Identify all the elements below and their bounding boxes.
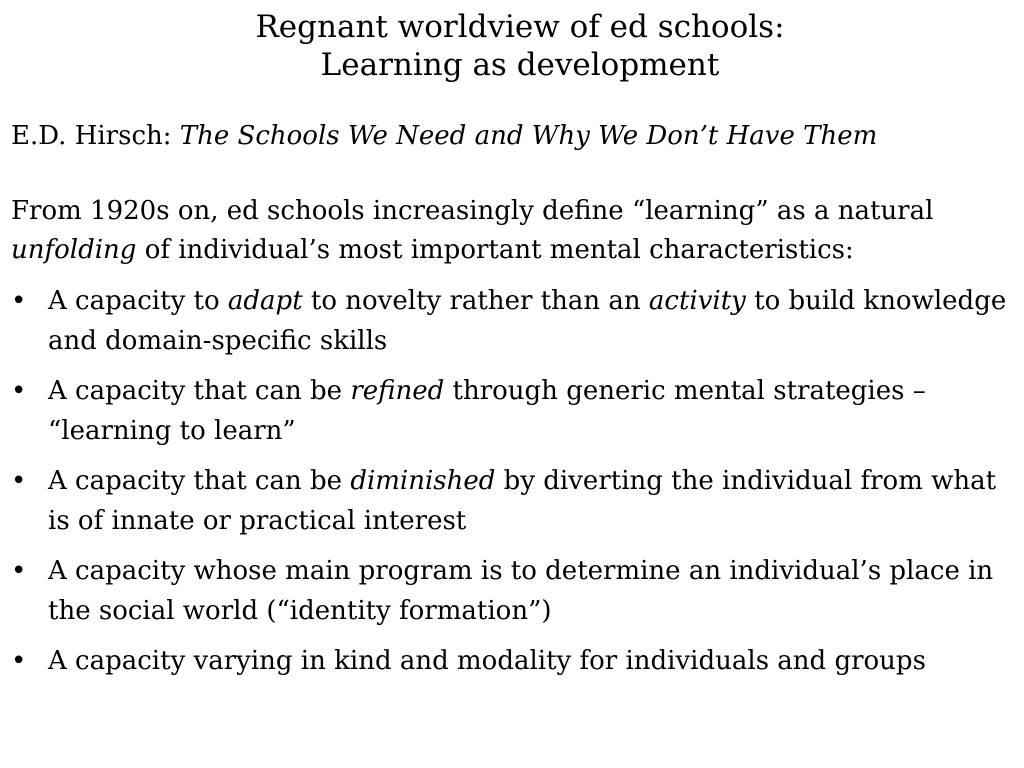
bullet-emphasis: adapt: [227, 286, 303, 316]
intro-paragraph: [11, 192, 1021, 270]
bullet-marker: •: [11, 376, 27, 406]
bullet-marker: •: [11, 466, 27, 496]
bullet-item: [0, 281, 1024, 361]
intro-emphasis: unfolding: [11, 235, 137, 265]
bullet-emphasis: activity: [648, 286, 746, 316]
book-citation: [11, 115, 877, 157]
slide-title: [0, 8, 1024, 84]
bullet-marker: •: [11, 646, 27, 676]
bullet-text: to build knowledge and domain-specific skills: [48, 286, 1007, 356]
bullet-list: [0, 281, 1024, 691]
bullet-emphasis: refined: [350, 376, 445, 406]
intro-text-1: From 1920s on, ed schools increasingly define “learning” as a natural: [11, 196, 934, 226]
bullet-marker: •: [11, 556, 27, 586]
title-line-2: Learning as development: [320, 47, 720, 83]
title-line-1: Regnant worldview of ed schools:: [255, 9, 785, 45]
citation-author: E.D. Hirsch:: [11, 121, 180, 151]
citation-book-title: The Schools We Need and Why We Don’t Have Them: [179, 121, 878, 151]
bullet-text: A capacity to: [48, 286, 228, 316]
bullet-text: A capacity whose main program is to determine an individual’s place in the social world (“identity formation”): [48, 556, 994, 626]
bullet-item: [0, 641, 1024, 681]
bullet-item: [0, 461, 1024, 541]
bullet-item: [0, 371, 1024, 451]
bullet-text: A capacity varying in kind and modality for individuals and groups: [48, 646, 926, 676]
bullet-item: [0, 551, 1024, 631]
bullet-marker: •: [11, 286, 27, 316]
bullet-text: to novelty rather than an: [302, 286, 649, 316]
bullet-text: by diverting the individual from what is of innate or practical interest: [48, 466, 997, 536]
bullet-emphasis: diminished: [350, 466, 496, 496]
bullet-text: A capacity that can be: [48, 376, 351, 406]
intro-text-2: of individual’s most important mental characteristics:: [136, 235, 854, 265]
bullet-text: through generic mental strategies – “learning to learn”: [48, 376, 926, 446]
bullet-text: A capacity that can be: [48, 466, 351, 496]
